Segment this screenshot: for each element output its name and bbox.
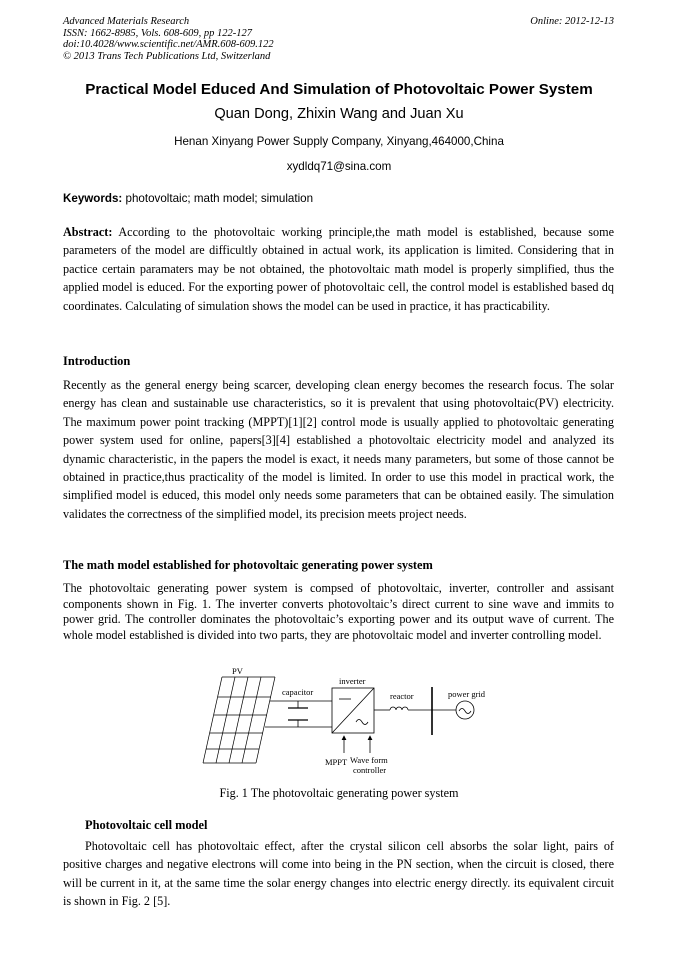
pv-cell-heading: Photovoltaic cell model [85,818,208,832]
keywords [63,192,313,205]
abstract-label: Abstract: [63,225,113,239]
capacitor-label: capacitor [282,687,314,697]
journal-name: Advanced Materials Research [63,16,190,27]
control-arrows [344,736,370,753]
journal-info [63,16,274,62]
intro-heading: Introduction [63,354,131,368]
inverter-block [332,688,374,733]
figure-caption: Fig. 1 The photovoltaic generating power system [219,786,459,800]
pv-label: PV [232,666,243,676]
paper-authors: Quan Dong, Zhixin Wang and Juan Xu [214,106,464,122]
reactor-label: reactor [390,691,414,701]
pv-panel [203,677,275,763]
intro-paragraph: Recently as the general energy being scarcer, developing clean energy becomes the research focus. The solar energy has clean and sustainable use characteristics, so it is prevalent that using photovoltaic(PV) electricity. The maximum power point tracking (MPPT)[1][2] control mode is usually applied to photovoltaic generating power system used for online, papers[3][4] established a photovoltaic electricity model and analyzed its dynamic characteristic, in the papers the model is exact, it needs many parameters, but some of those cannot be obtained in practice,thus practicality of the model is limited. In order to use this model in practical work, the simplified model is educed, this model only needs some parameters that can be obtained easily. The simulation validates the correctness of the simplified model, its precision meets project needs. [63,378,614,521]
paper-title: Practical Model Educed And Simulation of Photovoltaic Power System [85,81,593,98]
journal-issn: ISSN: 1662-8985, Vols. 608-609, pp 122-127 [63,27,252,39]
pv-system-diagram [200,665,500,780]
math-model-paragraph: The photovoltaic generating power system is compsed of photovoltaic, inverter, controller and assisant components shown in Fig. 1. The inverter converts photovoltaic’s direct current to sine wave and immits to power grid. The controller dominates the photovoltaic’s exporting power and its output wave of current. The whole model established is divided into two parts, they are photovoltaic model and inverter controlling model. [63,581,614,642]
journal-doi: doi:10.4028/www.scientific.net/AMR.608-609.122 [63,39,274,50]
reactor-symbol [374,707,432,710]
inverter-label: inverter [339,676,366,686]
author-email: xydldq71@sina.com [286,160,392,173]
mppt-label: MPPT [325,757,348,767]
math-model-heading: The math model established for photovoltaic generating power system [63,558,433,572]
keywords-text: photovoltaic; math model; simulation [125,192,314,205]
power-grid-label: power grid [448,689,486,699]
controller-label: controller [353,765,387,775]
wave-form-label: Wave form [350,755,388,765]
pv-cell-paragraph: Photovoltaic cell has photovoltaic effect, after the crystal silicon cell absorbs the solar light, pairs of positive charges and negative electrons will come into being in the PN section, when the circuit is closed, there will be current in it, at the same time the solar energy changes into electric energy directly. its equivalent circuit is shown in Fig. 2 [5]. [63,839,614,909]
paper-affiliation: Henan Xinyang Power Supply Company, Xinyang,464000,China [174,135,504,148]
abstract-text: According to the photovoltaic working principle,the math model is established, because some parameters of the model are difficultly obtained in actual work, its application is limited. Considering that in pactice certain paramaters may be not obtained, the photovoltaic math model is properly simplified, thus the applied model is educed. For the exporting power of photovoltaic cell, the control model is established based dq coordinates. Calculating of simulation shows the model can be used in practice, it has practicability. [63,225,614,313]
keywords-label: Keywords: [63,192,123,205]
power-grid-source [432,701,474,719]
abstract [63,223,614,315]
journal-copyright: © 2013 Trans Tech Publications Ltd, Switzerland [63,50,271,62]
capacitor-symbol [288,708,308,720]
dc-bus [265,701,332,727]
online-date: Online: 2012-12-13 [530,16,614,27]
